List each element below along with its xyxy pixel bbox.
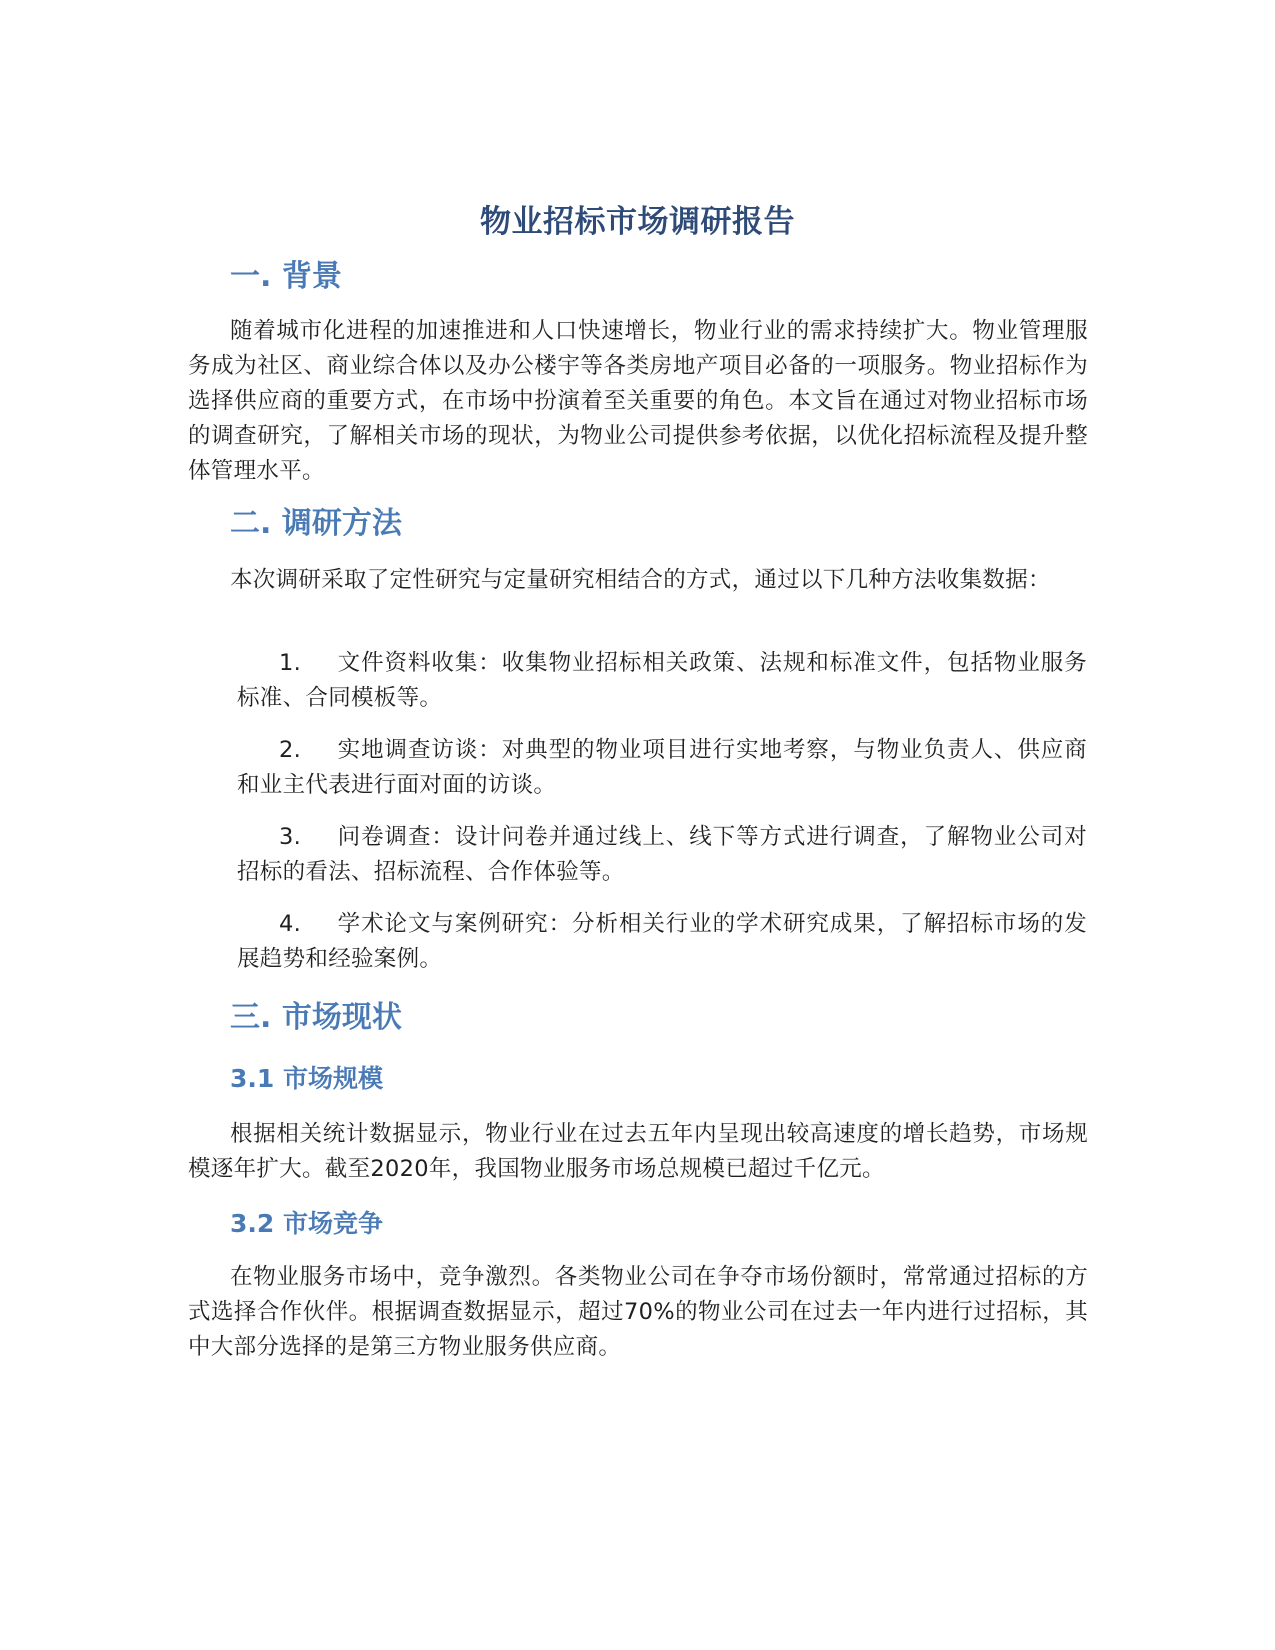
list-item-number: 3. [279,824,302,850]
list-item [237,820,1087,890]
paragraph-background: 随着城市化进程的加速推进和人口快速增长，物业行业的需求持续扩大。物业管理服务成为社区、商业综合体以及办公楼宇等各类房地产项目必备的一项服务。物业招标作为选择供应商的重要方式，在市场中扮演着至关重要的角色。本文旨在通过对物业招标市场的调查研究，了解相关市场的现状，为物业公司提供参考依据，以优化招标流程及提升整体管理水平。 [188,318,1088,484]
heading-market: 三. 市场现状 [230,1000,402,1035]
document-title: 物业招标市场调研报告 [480,204,795,240]
list-item [237,733,1087,803]
list-item-text: 问卷调查：设计问卷并通过线上、线下等方式进行调查，了解物业公司对招标的看法、招标流程、合作体验等。 [237,824,1087,885]
list-item-number: 1. [279,650,302,676]
subheading-market-competition: 3.2 市场竞争 [230,1209,383,1238]
list-item [237,907,1087,977]
paragraph-market-scale: 根据相关统计数据显示，物业行业在过去五年内呈现出较高速度的增长趋势，市场规模逐年扩大。截至2020年，我国物业服务市场总规模已超过千亿元。 [188,1121,1088,1182]
heading-background: 一. 背景 [230,259,342,294]
paragraph-market-competition: 在物业服务市场中，竞争激烈。各类物业公司在争夺市场份额时，常常通过招标的方式选择合作伙伴。根据调查数据显示，超过70%的物业公司在过去一年内进行过招标，其中大部分选择的是第三方物业服务供应商。 [188,1264,1088,1360]
list-item-number: 2. [279,737,302,763]
paragraph-methods-intro: 本次调研采取了定性研究与定量研究相结合的方式，通过以下几种方法收集数据： [230,567,1051,593]
list-item [237,646,1087,716]
heading-methods: 二. 调研方法 [230,506,402,541]
list-item-text: 实地调查访谈：对典型的物业项目进行实地考察，与物业负责人、供应商和业主代表进行面对面的访谈。 [237,737,1087,798]
list-item-text: 学术论文与案例研究：分析相关行业的学术研究成果，了解招标市场的发展趋势和经验案例。 [237,911,1087,972]
list-item-text: 文件资料收集：收集物业招标相关政策、法规和标准文件，包括物业服务标准、合同模板等。 [237,650,1087,711]
list-item-number: 4. [279,911,302,937]
subheading-market-scale: 3.1 市场规模 [230,1064,383,1093]
